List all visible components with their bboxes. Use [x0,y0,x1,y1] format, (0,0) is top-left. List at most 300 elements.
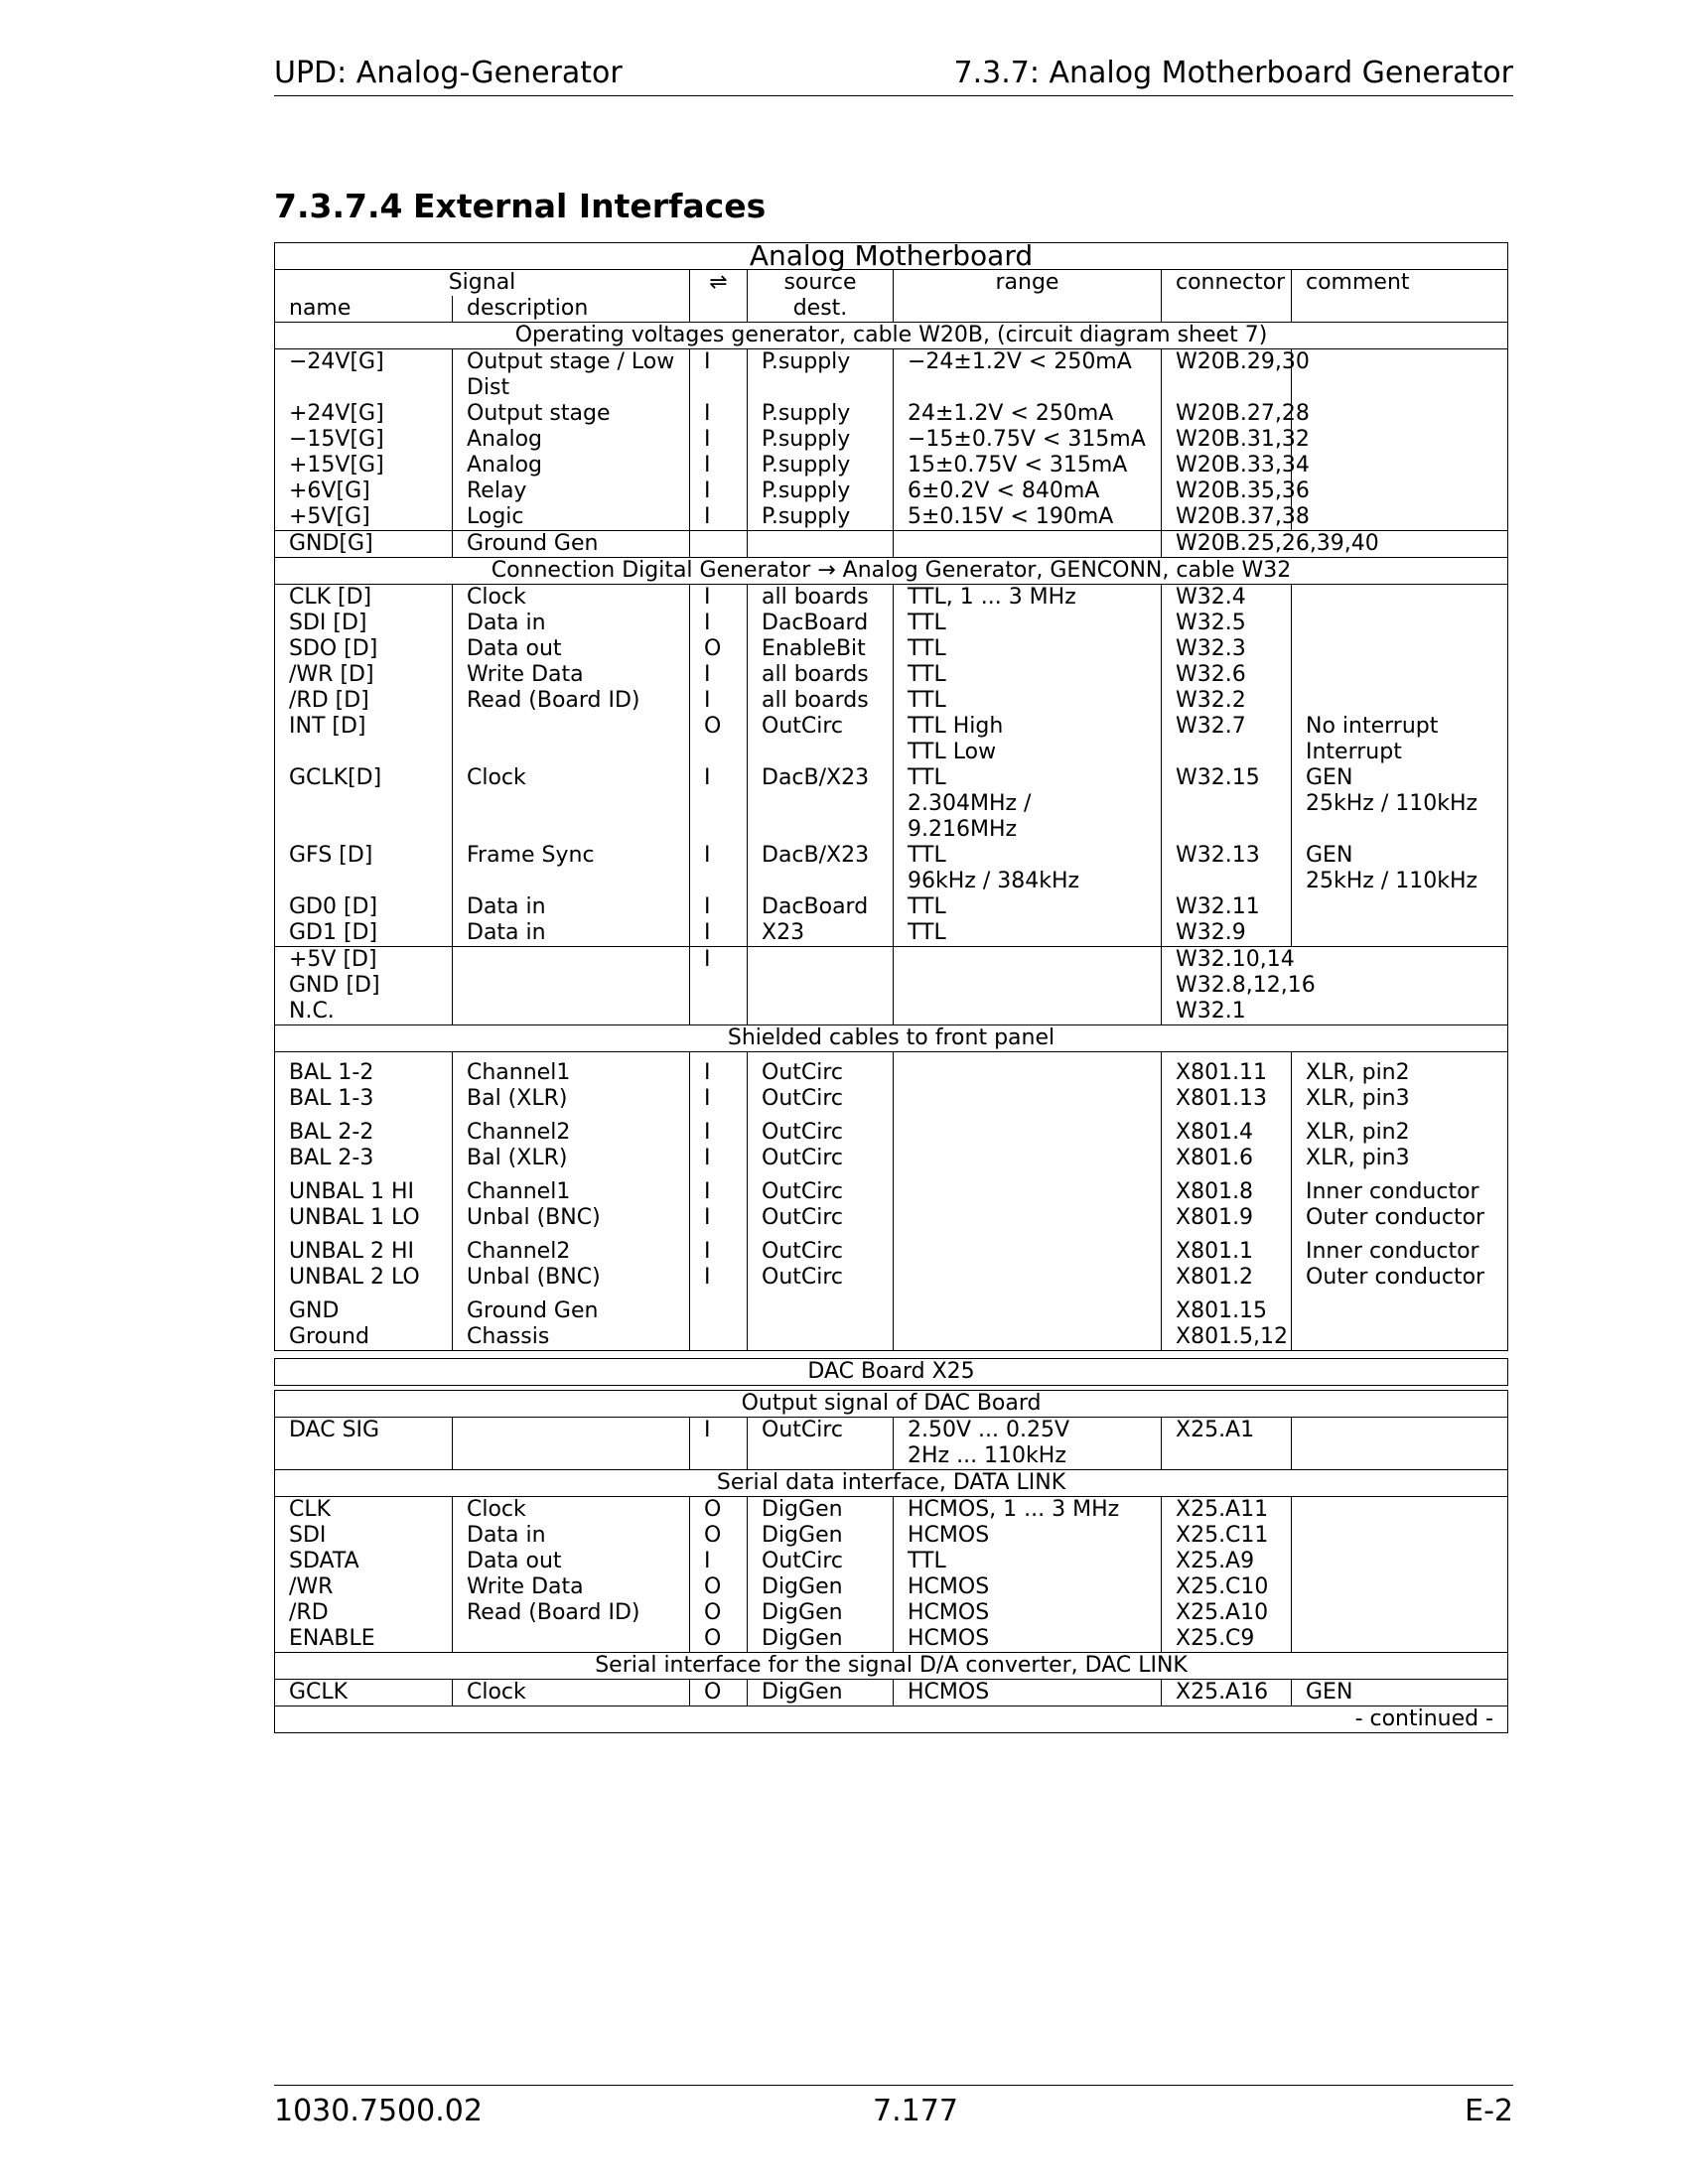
cell-connector: X801.15 [1162,1298,1292,1324]
cell-name: GCLK [275,1680,453,1706]
cell-source: P.supply [748,478,894,504]
cell-direction: I [690,1086,748,1112]
table-row [275,1298,1508,1324]
cell-description: Ground Gen [453,531,690,558]
cell-comment [1292,349,1508,376]
cell-range: 2Hz ... 110kHz [894,1443,1162,1470]
table-row [275,636,1508,662]
cell-range [894,999,1162,1025]
cell-range: 6±0.2V < 840mA [894,478,1162,504]
table-row [275,843,1508,869]
cell-connector: W32.1 [1162,999,1292,1025]
cell-range: −24±1.2V < 250mA [894,349,1162,376]
cell-source: P.supply [748,504,894,531]
cell-range [894,1120,1162,1146]
cell-comment [1292,1574,1508,1600]
cell-description: Clock [453,765,690,791]
table-row [275,611,1508,636]
cell-direction: I [690,662,748,688]
cell-connector: X25.C11 [1162,1523,1292,1549]
cell-direction: I [690,1146,748,1171]
table-row [275,1324,1508,1351]
table-row [275,1205,1508,1231]
cell-name: SDO [D] [275,636,453,662]
cell-connector: X25.A10 [1162,1600,1292,1626]
cell-connector [1162,1443,1292,1470]
cell-name: −24V[G] [275,349,453,376]
continued-note: - continued - [275,1706,1508,1733]
cell-name: /RD [275,1600,453,1626]
table-row [275,662,1508,688]
cell-description [453,740,690,765]
cell-name: CLK [D] [275,585,453,612]
table-row [275,478,1508,504]
cell-name: +24V[G] [275,401,453,427]
cell-direction [690,375,748,401]
cell-direction: I [690,585,748,612]
dac-board-table-body [275,1391,1508,1733]
table-row [275,688,1508,714]
cell-comment: XLR, pin3 [1292,1086,1508,1112]
cell-comment: GEN [1292,1680,1508,1706]
cell-direction: I [690,478,748,504]
cell-comment: Outer conductor [1292,1205,1508,1231]
cell-range [894,1298,1162,1324]
cell-direction [690,531,748,558]
cell-source: DigGen [748,1497,894,1524]
cell-source: OutCirc [748,1086,894,1112]
cell-connector: W20B.27,28 [1162,401,1292,427]
cell-connector: W32.4 [1162,585,1292,612]
cell-description: Write Data [453,1574,690,1600]
cell-source: OutCirc [748,1179,894,1205]
cell-source: P.supply [748,349,894,376]
footer-revision: E-2 [1465,2094,1513,2128]
cell-description: Channel1 [453,1060,690,1086]
cell-source: all boards [748,662,894,688]
cell-source: OutCirc [748,1549,894,1574]
cell-source: all boards [748,585,894,612]
section-title [274,187,766,225]
cell-direction: I [690,765,748,791]
cell-source: DigGen [748,1574,894,1600]
group-heading: Operating voltages generator, cable W20B, (circuit diagram sheet 7) [275,323,1508,349]
cell-name: GND [275,1298,453,1324]
cell-source: all boards [748,688,894,714]
cell-range: −15±0.75V < 315mA [894,427,1162,453]
cell-direction: I [690,1205,748,1231]
cell-connector: W32.7 [1162,714,1292,740]
table-row [275,765,1508,791]
cell-description [453,791,690,843]
cell-description: Read (Board ID) [453,1600,690,1626]
table-row [275,894,1508,920]
table-row [275,1523,1508,1549]
cell-source [748,531,894,558]
cell-comment: Outer conductor [1292,1265,1508,1291]
cell-connector: W20B.25,26,39,40 [1162,531,1292,558]
cell-direction [690,791,748,843]
cell-name: GD1 [D] [275,920,453,947]
cell-direction: I [690,688,748,714]
cell-description: Logic [453,504,690,531]
cell-description [453,973,690,999]
cell-comment: XLR, pin2 [1292,1120,1508,1146]
cell-range: TTL [894,843,1162,869]
cell-description [453,1443,690,1470]
table-row [275,1120,1508,1146]
dac-board-title: DAC Board X25 [275,1359,1508,1386]
cell-source [748,999,894,1025]
cell-source [748,740,894,765]
cell-source [748,1298,894,1324]
cell-description: Data in [453,894,690,920]
cell-name: INT [D] [275,714,453,740]
analog-motherboard-table-body [275,239,1508,1351]
group-heading: Shielded cables to front panel [275,1025,1508,1052]
cell-direction: I [690,1179,748,1205]
cell-range: HCMOS, 1 ... 3 MHz [894,1497,1162,1524]
cell-description: Clock [453,1497,690,1524]
cell-name: GCLK[D] [275,765,453,791]
cell-range: TTL [894,662,1162,688]
table-row [275,1497,1508,1524]
cell-name: UNBAL 1 LO [275,1205,453,1231]
cell-description: Unbal (BNC) [453,1205,690,1231]
cell-name: BAL 1-3 [275,1086,453,1112]
cell-connector: W32.11 [1162,894,1292,920]
col-header-direction: ⇌ [690,270,748,297]
cell-description [453,714,690,740]
cell-direction: O [690,1497,748,1524]
cell-comment: Inner conductor [1292,1239,1508,1265]
cell-description: Data in [453,611,690,636]
cell-connector: W20B.37,38 [1162,504,1292,531]
table-row [275,504,1508,531]
cell-name: /RD [D] [275,688,453,714]
cell-connector: X801.1 [1162,1239,1292,1265]
cell-name: +6V[G] [275,478,453,504]
cell-direction: O [690,1574,748,1600]
cell-comment: No interrupt [1292,714,1508,740]
cell-name: −15V[G] [275,427,453,453]
cell-range [894,1146,1162,1171]
cell-range: 96kHz / 384kHz [894,869,1162,894]
cell-source [748,869,894,894]
cell-range: 2.50V ... 0.25V [894,1418,1162,1444]
cell-range: TTL, 1 ... 3 MHz [894,585,1162,612]
footer-doc-number: 1030.7500.02 [274,2094,483,2128]
table-row [275,1418,1508,1444]
cell-comment: Inner conductor [1292,1179,1508,1205]
cell-comment [1292,894,1508,920]
cell-source: DacB/X23 [748,843,894,869]
cell-source: OutCirc [748,1205,894,1231]
cell-name: BAL 2-2 [275,1120,453,1146]
cell-direction: I [690,611,748,636]
cell-connector: W20B.35,36 [1162,478,1292,504]
cell-name: /WR [D] [275,662,453,688]
cell-name [275,791,453,843]
cell-name: +5V[G] [275,504,453,531]
col-header-source: source [748,270,894,297]
cell-comment: Interrupt [1292,740,1508,765]
cell-range [894,1179,1162,1205]
cell-range [894,1060,1162,1086]
cell-description: Channel2 [453,1120,690,1146]
cell-direction: I [690,843,748,869]
cell-connector: X801.13 [1162,1086,1292,1112]
cell-direction: I [690,453,748,478]
cell-description: Clock [453,1680,690,1706]
cell-range: TTL High [894,714,1162,740]
cell-description: Chassis [453,1324,690,1351]
cell-direction [690,1443,748,1470]
cell-connector: X801.5,12 [1162,1324,1292,1351]
cell-connector: W32.8,12,16 [1162,973,1292,999]
cell-description: Data out [453,1549,690,1574]
cell-connector: X25.A1 [1162,1418,1292,1444]
cell-connector: W32.6 [1162,662,1292,688]
cell-direction: I [690,1060,748,1086]
cell-source [748,973,894,999]
table-row [275,791,1508,843]
table-row [275,973,1508,999]
cell-direction: I [690,1418,748,1444]
cell-range [894,531,1162,558]
page-footer [274,2085,1513,2135]
cell-connector: X801.2 [1162,1265,1292,1291]
cell-direction: I [690,1120,748,1146]
cell-source: OutCirc [748,1060,894,1086]
cell-direction: I [690,920,748,947]
cell-comment [1292,973,1508,999]
cell-connector: X25.A9 [1162,1549,1292,1574]
cell-comment [1292,947,1508,974]
cell-direction: I [690,1265,748,1291]
cell-description: Dist [453,375,690,401]
table-row [275,1086,1508,1112]
cell-direction: I [690,427,748,453]
cell-source: OutCirc [748,1120,894,1146]
cell-source [748,1443,894,1470]
cell-description: Data in [453,920,690,947]
col-header-connector: connector [1162,270,1292,297]
cell-name: SDI [D] [275,611,453,636]
cell-connector: W32.15 [1162,765,1292,791]
cell-name: N.C. [275,999,453,1025]
cell-connector: W32.9 [1162,920,1292,947]
cell-range [894,1086,1162,1112]
table-row [275,947,1508,974]
cell-comment [1292,375,1508,401]
cell-description [453,1626,690,1653]
cell-description: Analog [453,453,690,478]
cell-direction: O [690,1626,748,1653]
cell-range [894,1205,1162,1231]
cell-comment: 25kHz / 110kHz [1292,791,1508,843]
cell-name [275,869,453,894]
cell-range: TTL [894,611,1162,636]
cell-range: HCMOS [894,1626,1162,1653]
cell-connector [1162,375,1292,401]
table-row [275,1060,1508,1086]
table-row [275,453,1508,478]
cell-source [748,947,894,974]
cell-connector [1162,740,1292,765]
cell-description: Bal (XLR) [453,1086,690,1112]
cell-name: GD0 [D] [275,894,453,920]
col-header-range: range [894,270,1162,297]
cell-direction [690,1298,748,1324]
cell-direction: I [690,1549,748,1574]
cell-description: Analog [453,427,690,453]
cell-connector: X801.11 [1162,1060,1292,1086]
group-heading: Output signal of DAC Board [275,1391,1508,1418]
table-row [275,585,1508,612]
cell-description: Write Data [453,662,690,688]
cell-range: 2.304MHz / 9.216MHz [894,791,1162,843]
cell-name: ENABLE [275,1626,453,1653]
table-row [275,349,1508,376]
cell-connector [1162,869,1292,894]
cell-description: Output stage / Low [453,349,690,376]
analog-motherboard-table [274,239,1508,1351]
cell-comment [1292,1626,1508,1653]
cell-description [453,947,690,974]
cell-source [748,791,894,843]
table-row [275,1265,1508,1291]
cell-range: 24±1.2V < 250mA [894,401,1162,427]
cell-source: DigGen [748,1680,894,1706]
cell-direction: I [690,401,748,427]
cell-direction: O [690,714,748,740]
cell-direction: I [690,894,748,920]
cell-name: +5V [D] [275,947,453,974]
cell-comment: 25kHz / 110kHz [1292,869,1508,894]
table-row [275,1600,1508,1626]
cell-source: DigGen [748,1600,894,1626]
cell-range: HCMOS [894,1523,1162,1549]
group-heading: Serial data interface, DATA LINK [275,1470,1508,1497]
cell-direction [690,740,748,765]
cell-name: +15V[G] [275,453,453,478]
table-row [275,1549,1508,1574]
cell-connector: W32.13 [1162,843,1292,869]
cell-direction: I [690,947,748,974]
cell-source: OutCirc [748,1265,894,1291]
cell-name: BAL 2-3 [275,1146,453,1171]
cell-name: /WR [275,1574,453,1600]
cell-direction [690,869,748,894]
table-row [275,1179,1508,1205]
cell-direction: I [690,504,748,531]
col-header-comment: comment [1292,270,1508,297]
cell-name: SDATA [275,1549,453,1574]
cell-connector: W20B.31,32 [1162,427,1292,453]
cell-direction: I [690,1239,748,1265]
cell-comment [1292,999,1508,1025]
cell-source: OutCirc [748,1418,894,1444]
cell-source: OutCirc [748,1146,894,1171]
table-row [275,869,1508,894]
cell-source: DacBoard [748,611,894,636]
cell-comment: XLR, pin2 [1292,1060,1508,1086]
table-row [275,1443,1508,1470]
cell-direction [690,999,748,1025]
cell-name: UNBAL 1 HI [275,1179,453,1205]
cell-comment: GEN [1292,843,1508,869]
cell-connector: X801.9 [1162,1205,1292,1231]
cell-description: Read (Board ID) [453,688,690,714]
table-row [275,375,1508,401]
cell-range: 15±0.75V < 315mA [894,453,1162,478]
cell-name [275,375,453,401]
cell-source [748,375,894,401]
cell-comment [1292,636,1508,662]
cell-comment [1292,1497,1508,1524]
cell-direction: O [690,1523,748,1549]
cell-name: UNBAL 2 LO [275,1265,453,1291]
header-right: 7.3.7: Analog Motherboard Generator [953,56,1513,90]
cell-name: Ground [275,1324,453,1351]
cell-comment [1292,662,1508,688]
table-row [275,531,1508,558]
cell-connector: X801.4 [1162,1120,1292,1146]
cell-direction: O [690,636,748,662]
cell-comment [1292,611,1508,636]
cell-source: DigGen [748,1626,894,1653]
cell-name: GND [D] [275,973,453,999]
cell-range: TTL [894,688,1162,714]
cell-range: TTL Low [894,740,1162,765]
cell-comment [1292,478,1508,504]
cell-name: DAC SIG [275,1418,453,1444]
header-left: UPD: Analog-Generator [274,56,623,90]
table-row [275,999,1508,1025]
cell-connector: X25.C9 [1162,1626,1292,1653]
cell-range: HCMOS [894,1574,1162,1600]
cell-direction: O [690,1600,748,1626]
cell-direction [690,1324,748,1351]
section-heading: External Interfaces [413,187,767,225]
col-header-dest: dest. [748,296,894,323]
cell-description [453,1418,690,1444]
cell-comment [1292,401,1508,427]
cell-description: Relay [453,478,690,504]
col-header-name: name [275,296,453,323]
cell-comment: GEN [1292,765,1508,791]
cell-description: Channel2 [453,1239,690,1265]
cell-comment [1292,1418,1508,1444]
cell-name: UNBAL 2 HI [275,1239,453,1265]
cell-name: GFS [D] [275,843,453,869]
cell-range [894,375,1162,401]
cell-description: Output stage [453,401,690,427]
cell-range: HCMOS [894,1680,1162,1706]
cell-connector: W20B.29,30 [1162,349,1292,376]
footer-page-number: 7.177 [873,2094,958,2128]
cell-description: Data in [453,1523,690,1549]
dac-board-table [274,1390,1508,1733]
cell-name: GND[G] [275,531,453,558]
cell-description: Bal (XLR) [453,1146,690,1171]
cell-description [453,999,690,1025]
col-header-description: description [453,296,690,323]
cell-description: Ground Gen [453,1298,690,1324]
cell-source: OutCirc [748,714,894,740]
table-row [275,714,1508,740]
